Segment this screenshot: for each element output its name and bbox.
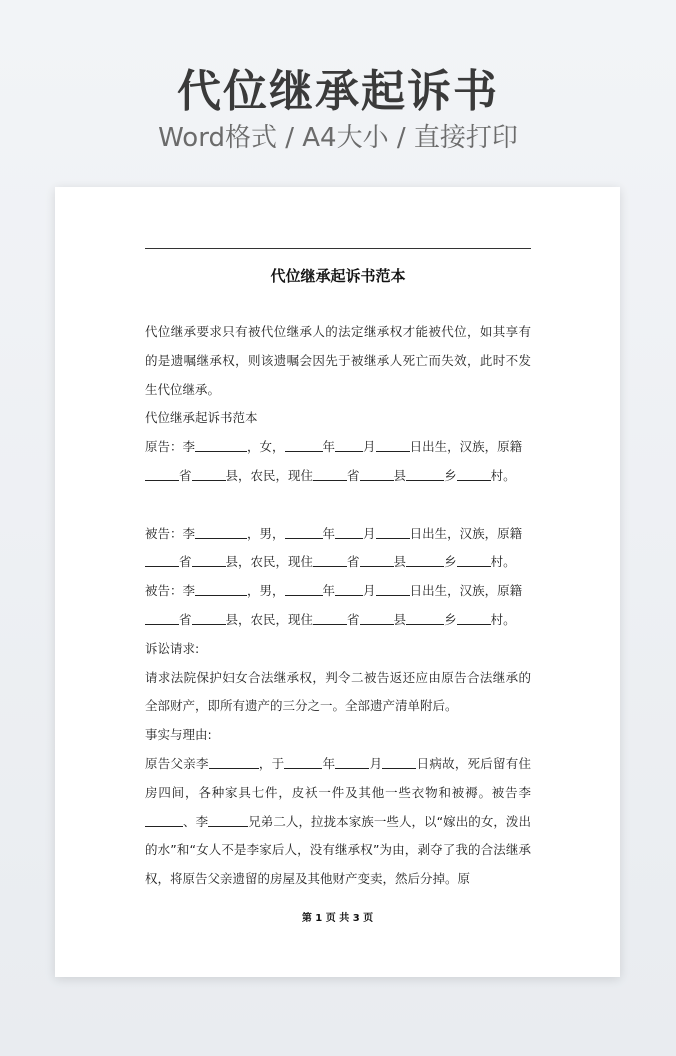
hero-title: 代位继承起诉书 (177, 66, 499, 117)
subtitle-line: 代位继承起诉书范本 (145, 410, 258, 426)
document-body (145, 318, 531, 894)
header-rule (145, 248, 531, 249)
page-footer: 第 1 页 共 3 页 (301, 913, 374, 924)
document-page (55, 187, 620, 977)
facts-heading: 事实与理由: (145, 727, 212, 743)
claims-heading: 诉讼请求: (145, 640, 200, 656)
plaintiff-line-2: 省 县，农民，现住 省 县 乡 村。 (145, 462, 531, 491)
claims-paragraph: 请求法院保护妇女合法继承权，判令二被告返还应由原告合法继承的全部财产，即所有遗产的三分之一。全部遗产清单附后。 (145, 669, 531, 714)
defendant2-line-2: 省 县，农民，现住 省 县 乡 村。 (145, 606, 531, 635)
defendant1-line-2: 省 县，农民，现住 省 县 乡 村。 (145, 548, 531, 577)
document-title: 代位继承起诉书范本 (270, 267, 406, 285)
defendant1-line-1: 被告：李 ，男， 年 月 日出生，汉族，原籍 (145, 525, 523, 541)
plaintiff-line-1: 原告：李 ，女， 年 月 日出生，汉族，原籍 (145, 439, 523, 455)
intro-paragraph: 代位继承要求只有被代位继承人的法定继承权才能被代位，如其享有的是遗嘱继承权，则该遗嘱会因先于被继承人死亡而失效，此时不发生代位继承。 (145, 324, 531, 397)
defendant2-line-1: 被告：李 ，男， 年 月 日出生，汉族，原籍 (145, 583, 523, 599)
hero-subtitle: Word格式 / A4大小 / 直接打印 (158, 123, 518, 153)
facts-paragraph: 原告父亲李 ，于 年 月 日病故，死后留有住房四间，各种家具七件，皮袄一件及其他一些衣物和被褥。被告李、李 兄弟二人，拉拢本家族一些人，以“嫁出的女，泼出的水”和“女人不是李家后人，没有继承权”为由，剥夺了我的合法继承权，将原告父亲遗留的房屋及其他财产变卖，然后分掉。原 (145, 755, 531, 887)
